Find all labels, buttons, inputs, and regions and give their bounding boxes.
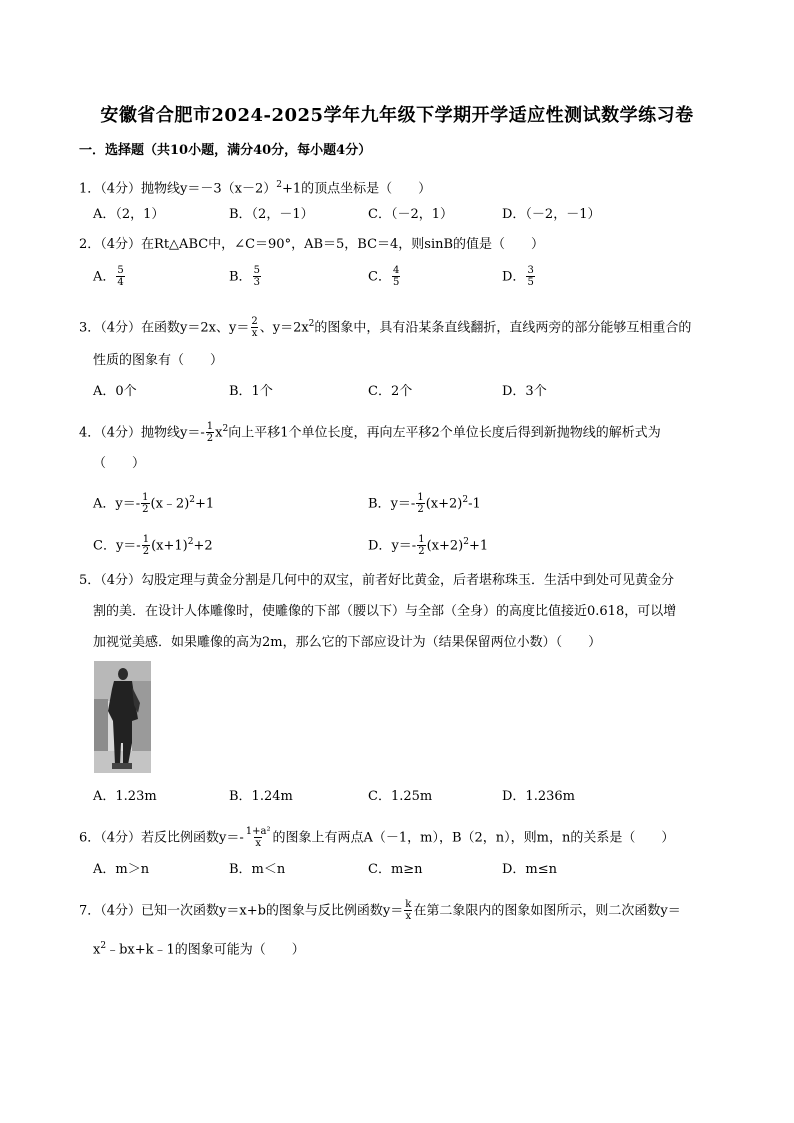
q6-option-c[interactable]: C．m≥n bbox=[368, 862, 423, 877]
q3-stem-a: 3．（4分）在函数y＝2x、y＝ bbox=[79, 320, 250, 336]
q4-option-d-pre: y＝- bbox=[391, 538, 417, 554]
q1-stem-a: 1．（4分）抛物线y＝－3（x－2） bbox=[79, 181, 277, 197]
q2-option-a[interactable] bbox=[93, 266, 126, 288]
question-6-stem bbox=[79, 827, 674, 849]
denominator: 2 bbox=[142, 545, 150, 557]
q7-fraction bbox=[404, 900, 412, 922]
question-5-line1: 5．（4分）勾股定理与黄金分割是几何中的双宝，前者好比黄金，后者堪称珠玉．生活中到处可见黄金分 bbox=[79, 573, 675, 588]
question-5-line2: 割的美．在设计人体雕像时，使雕像的下部（腰以下）与全部（全身）的高度比值接近0.618，可以增 bbox=[93, 604, 677, 619]
q3-fraction bbox=[250, 317, 258, 339]
q7-line2-b: ﹣bx+k﹣1的图象可能为（ ） bbox=[106, 942, 305, 958]
numerator: 5 bbox=[253, 265, 260, 276]
question-1-stem bbox=[79, 177, 431, 197]
q4-option-a-exponent: 2 bbox=[189, 495, 195, 505]
q4-stem-b: x bbox=[215, 425, 223, 441]
q4-option-b-pre: y＝- bbox=[390, 496, 416, 512]
q4-option-a-letter: A． bbox=[93, 496, 116, 512]
numerator: 2 bbox=[251, 315, 258, 327]
numerator: k bbox=[405, 899, 412, 910]
q4-option-b-body: (x+2) bbox=[425, 496, 463, 512]
q4-option-c-fraction bbox=[142, 535, 150, 557]
q2-option-c[interactable] bbox=[368, 266, 401, 288]
q4-option-c-exponent: 2 bbox=[187, 537, 194, 547]
numerator: 4 bbox=[392, 265, 400, 276]
denominator: 2 bbox=[418, 545, 425, 557]
q1-exponent: 2 bbox=[276, 180, 282, 190]
question-7-stem-line2 bbox=[93, 938, 305, 958]
statue-photo bbox=[94, 661, 151, 773]
q1-stem-b: +1的顶点坐标是（ ） bbox=[282, 181, 432, 197]
q4-option-d-fraction bbox=[417, 535, 425, 557]
q1-option-a[interactable]: A．（2，1） bbox=[93, 207, 165, 222]
q7-stem-a: 7．（4分）已知一次函数y＝x+b的图象与反比例函数y＝ bbox=[79, 903, 404, 919]
q1-option-b[interactable]: B．（2，－1） bbox=[229, 207, 314, 222]
q4-option-d-letter: D． bbox=[368, 538, 392, 554]
q4-option-c-letter: C． bbox=[93, 538, 116, 554]
denominator: 4 bbox=[117, 277, 124, 288]
q2-option-b-fraction bbox=[253, 266, 261, 288]
question-5-line3: 加视觉美感．如果雕像的高为2m，那么它的下部应设计为（结果保留两位小数）（ ） bbox=[93, 635, 602, 650]
q6-stem-a: 6．（4分）若反比例函数y＝- bbox=[79, 830, 244, 846]
denominator: 2 bbox=[206, 432, 214, 444]
q4-option-b-post: -1 bbox=[468, 496, 481, 512]
denominator: 3 bbox=[253, 277, 260, 288]
numerator: 1 bbox=[142, 491, 149, 503]
denominator: x bbox=[255, 838, 261, 849]
denominator: 2 bbox=[142, 503, 149, 515]
q4-option-b[interactable] bbox=[368, 492, 481, 515]
q4-option-a-fraction bbox=[141, 493, 149, 515]
q4-option-a-post: +1 bbox=[195, 496, 215, 512]
denominator: 5 bbox=[527, 277, 534, 288]
numerator: 1 bbox=[418, 533, 425, 545]
q2-option-d-letter: D． bbox=[502, 269, 526, 285]
q5-option-b[interactable]: B．1.24m bbox=[229, 789, 293, 804]
numerator: 1 bbox=[142, 533, 150, 545]
q4-option-d-post: +1 bbox=[468, 538, 489, 554]
q2-option-d-fraction bbox=[526, 266, 534, 288]
question-3-stem-line2: 性质的图象有（ ） bbox=[93, 353, 224, 368]
q2-option-b[interactable] bbox=[229, 266, 262, 288]
q3-stem-c: 的图象中，具有沿某条直线翻折，直线两旁的部分能够互相重合的 bbox=[314, 320, 692, 336]
q6-option-d[interactable]: D．m≤n bbox=[502, 862, 558, 877]
q2-option-c-letter: C． bbox=[368, 269, 391, 285]
q4-option-a-pre: y＝- bbox=[115, 496, 141, 512]
q7-exponent: 2 bbox=[100, 941, 107, 951]
q3-option-a[interactable]: A．0个 bbox=[93, 384, 137, 399]
q4-option-c-body: (x+1) bbox=[151, 538, 188, 554]
q2-option-c-fraction bbox=[392, 266, 400, 288]
q6-option-b[interactable]: B．m＜n bbox=[229, 862, 286, 877]
denominator: x bbox=[251, 327, 258, 339]
q6-stem-b: 的图象上有两点A（－1，m），B（2，n），则m，n的关系是（ ） bbox=[272, 830, 675, 846]
q3-option-d[interactable]: D．3个 bbox=[502, 384, 547, 399]
denominator: 5 bbox=[392, 277, 400, 288]
q4-option-d-body: (x+2) bbox=[426, 538, 464, 554]
numerator: 1 bbox=[206, 420, 214, 432]
denominator: 2 bbox=[417, 503, 424, 515]
q2-option-a-letter: A． bbox=[93, 269, 116, 285]
q3-exponent: 2 bbox=[308, 319, 315, 329]
q4-option-b-letter: B． bbox=[368, 496, 391, 512]
question-7-stem bbox=[79, 900, 681, 922]
q4-option-a[interactable] bbox=[93, 492, 214, 515]
q5-option-d[interactable]: D．1.236m bbox=[502, 789, 575, 804]
section-header: 一．选择题（共10小题，满分40分，每小题4分） bbox=[79, 143, 372, 158]
q4-option-d-exponent: 2 bbox=[463, 537, 469, 547]
numerator: 1 bbox=[417, 491, 424, 503]
q3-option-c[interactable]: C．2个 bbox=[368, 384, 413, 399]
q4-option-c-post: +2 bbox=[193, 538, 213, 554]
q2-option-b-letter: B． bbox=[229, 269, 252, 285]
q4-exponent: 2 bbox=[222, 424, 229, 434]
q4-option-a-body: (x﹣2) bbox=[150, 496, 190, 512]
q4-option-b-exponent: 2 bbox=[462, 495, 469, 505]
numerator: 1+a² bbox=[245, 826, 271, 837]
q7-line2-a: x bbox=[93, 942, 101, 958]
q6-fraction bbox=[245, 827, 272, 849]
denominator: x bbox=[405, 911, 412, 922]
page-title: 安徽省合肥市2024-2025学年九年级下学期开学适应性测试数学练习卷 bbox=[100, 105, 694, 126]
q4-stem-c: 向上平移1个单位长度，再向左平移2个单位长度后得到新抛物线的解析式为 bbox=[228, 425, 661, 441]
q3-option-b[interactable]: B．1个 bbox=[229, 384, 273, 399]
q2-option-a-fraction bbox=[116, 266, 124, 288]
numerator: 5 bbox=[117, 265, 124, 276]
numerator: 3 bbox=[527, 265, 534, 276]
q2-option-d[interactable] bbox=[502, 266, 536, 288]
question-4-stem-line2: （ ） bbox=[93, 456, 146, 471]
q6-option-a[interactable]: A．m＞n bbox=[93, 862, 150, 877]
question-4-stem bbox=[79, 421, 661, 444]
q5-option-a[interactable]: A．1.23m bbox=[93, 789, 157, 804]
q4-option-b-fraction bbox=[416, 493, 424, 515]
q4-fraction bbox=[206, 422, 214, 444]
q1-option-d[interactable]: D．（－2，－1） bbox=[502, 207, 601, 222]
question-2-stem: 2．（4分）在Rt△ABC中，∠C＝90°，AB＝5，BC＝4，则sinB的值是（ ） bbox=[79, 237, 545, 252]
q4-option-c-pre: y＝- bbox=[115, 538, 141, 554]
q4-stem-a: 4．（4分）抛物线y＝- bbox=[79, 425, 205, 441]
q4-option-c[interactable] bbox=[93, 534, 213, 557]
q5-option-c[interactable]: C．1.25m bbox=[368, 789, 433, 804]
q1-option-c[interactable]: C．（－2，1） bbox=[368, 207, 453, 222]
q7-stem-b: 在第二象限内的图象如图所示，则二次函数y＝ bbox=[413, 903, 681, 919]
q3-stem-b: 、y＝2x bbox=[259, 320, 309, 336]
q4-option-d[interactable] bbox=[368, 534, 488, 557]
question-3-stem bbox=[79, 316, 691, 339]
